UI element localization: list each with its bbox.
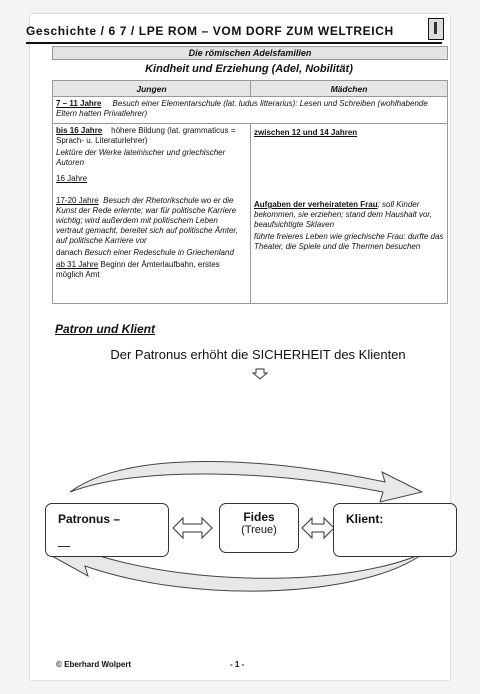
patron-cycle-diagram xyxy=(30,400,470,600)
table-row xyxy=(53,97,448,124)
cell-text: danach xyxy=(56,248,83,257)
answer-line xyxy=(58,546,70,547)
fides-box xyxy=(219,503,299,553)
age-label: bis 16 Jahre xyxy=(56,126,103,135)
cell-text: : soll Kinder bekommen, sie erziehen; stand dem Haushalt vor, beaufsichtigte Sklaven xyxy=(254,200,432,229)
patron-subtitle: Der Patronus erhöht die SICHERHEIT des Klienten xyxy=(110,347,406,362)
cell-text: führte freieres Leben wie griechische Frau: durfte das Theater, die Spiele und die Thermen besuchen xyxy=(254,232,444,251)
age-label: ab 31 Jahre xyxy=(56,260,99,269)
column-header-jungen: Jungen xyxy=(53,81,251,97)
age-label: zwischen 12 und 14 Jahren xyxy=(254,128,358,137)
age-label: 17-20 Jahre xyxy=(56,196,99,205)
header-title: Geschichte / 6 7 / LPE ROM – VOM DORF ZUM WELTREICH xyxy=(26,24,394,38)
role-label: Aufgaben der verheirateten Frau xyxy=(254,200,378,209)
table-cell-jungen xyxy=(53,124,251,304)
patronus-box xyxy=(45,503,169,557)
table-cell-elementary xyxy=(53,97,448,124)
column-header-maedchen: Mädchen xyxy=(251,81,448,97)
footer-page-number: - 1 - xyxy=(230,660,245,669)
logo-icon xyxy=(428,18,444,40)
klient-label: Klient: xyxy=(346,512,384,526)
section-band-kindheit: Kindheit und Erziehung (Adel, Nobilität) xyxy=(145,63,353,75)
top-curved-arrow xyxy=(70,462,422,503)
section-title-patron: Patron und Klient xyxy=(55,322,155,336)
cell-text: Besuch der Rhetorikschule wo er die Kunst der Rede erlernte; war für politische Karriere wichtig; wird außerdem mit politischem Leben vertraut gemacht, bereitet sich auf politische Ämter, auf politische Karriere vor xyxy=(56,196,238,245)
klient-box xyxy=(333,503,457,557)
age-label: 7 – 11 Jahre xyxy=(56,99,102,108)
cell-text: Beginn der Ämterlaufbahn, erstes möglich Amt xyxy=(56,260,220,279)
section-band-adelsfamilien: Die römischen Adelsfamilien xyxy=(52,46,448,60)
table-row xyxy=(53,124,448,304)
education-table xyxy=(52,80,448,304)
fides-sublabel: (Treue) xyxy=(241,524,277,536)
double-arrow-right xyxy=(302,518,334,538)
down-arrow-icon xyxy=(252,368,268,380)
age-label: 16 Jahre xyxy=(56,174,88,183)
cell-text: höhere Bildung (lat. grammaticus = Sprach- u. Literaturlehrer) xyxy=(56,126,236,145)
page-header xyxy=(26,22,442,44)
cell-text: Besuch einer Redeschule in Griechenland xyxy=(82,248,234,257)
double-arrow-left xyxy=(173,518,212,538)
table-cell-maedchen xyxy=(251,124,448,304)
cell-text: ): Lesen und Schreiben (wohlhabende Eltern hatten Privatlehrer) xyxy=(56,99,428,118)
footer-author: © Eberhard Wolpert xyxy=(56,660,132,669)
patronus-label: Patronus – xyxy=(58,512,121,526)
cell-text: Lektüre der Werke lateinischer und griechischer Autoren xyxy=(56,148,226,167)
fides-label: Fides xyxy=(243,510,275,524)
cell-text: Besuch einer Elementarschule (lat. ludus litterarius xyxy=(112,99,293,108)
